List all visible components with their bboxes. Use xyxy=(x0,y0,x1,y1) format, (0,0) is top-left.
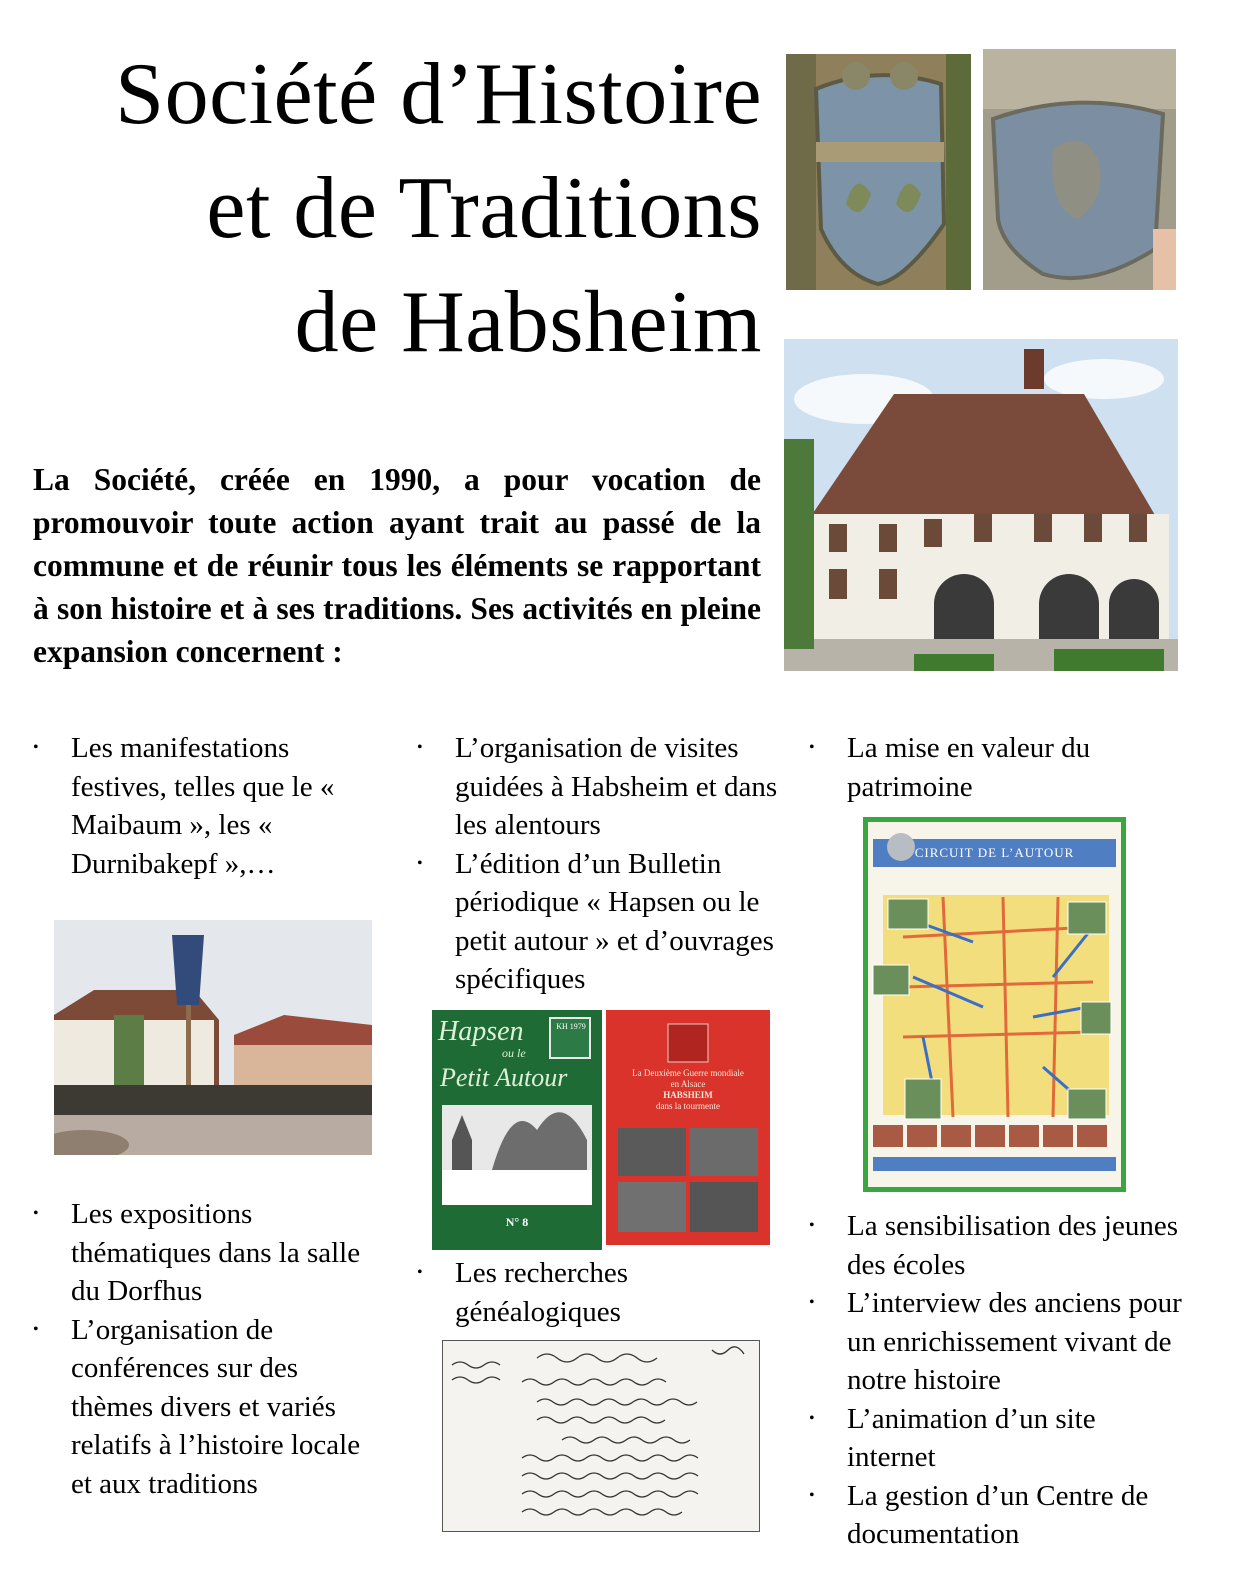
circuit-map-poster xyxy=(863,817,1126,1192)
hapsen-title: Hapsen xyxy=(438,1016,524,1047)
coat-of-arms-photo-left xyxy=(786,54,971,290)
hapsen-bulletin-cover xyxy=(432,1010,602,1250)
map-poster-header: CIRCUIT DE L’AUTOUR xyxy=(873,839,1116,867)
maibaum-festival-photo xyxy=(54,920,372,1155)
activity-list-col3-bottom xyxy=(809,1207,1189,1554)
activity-list-col1-bottom xyxy=(33,1195,383,1503)
ww2-book-title-line4: dans la tourmente xyxy=(656,1101,720,1111)
eagle-coat-of-arms-photo xyxy=(983,49,1176,290)
ww2-habsheim-book-cover xyxy=(606,1010,770,1245)
genealogy-manuscript-image xyxy=(442,1340,760,1532)
title-line-2: et de Traditions xyxy=(206,160,762,257)
activity-list-col3-top xyxy=(809,729,1169,806)
ww2-book-title-line3: HABSHEIM xyxy=(663,1090,713,1100)
list-item: • La gestion d’un Centre de documentation xyxy=(809,1477,1189,1554)
hapsen-title-ou: ou le xyxy=(502,1046,526,1060)
list-item: • L’interview des anciens pour un enrichissement vivant de notre histoire xyxy=(809,1284,1189,1400)
hapsen-issue: N° 8 xyxy=(505,1215,529,1229)
activity-list-col1-top xyxy=(33,729,378,883)
ww2-book-title-line1: La Deuxième Guerre mondiale xyxy=(632,1068,744,1078)
list-item: • L’organisation de conférences sur des thèmes divers et variés relatifs à l’histoire locale et aux traditions xyxy=(33,1311,383,1504)
list-item: • L’organisation de visites guidées à Habsheim et dans les alentours xyxy=(417,729,795,845)
hapsen-subtitle: Petit Autour xyxy=(440,1063,568,1092)
activity-list-col2-bottom xyxy=(417,1254,795,1331)
activity-list-col2-top xyxy=(417,729,795,999)
page-title xyxy=(20,38,762,380)
ww2-book-title xyxy=(606,1068,770,1112)
list-item: • L’animation d’un site internet xyxy=(809,1400,1189,1477)
town-hall-photo xyxy=(784,339,1178,671)
list-item: • L’édition d’un Bulletin périodique « Hapsen ou le petit autour » et d’ouvrages spécifiques xyxy=(417,845,795,999)
title-line-3: de Habsheim xyxy=(294,274,762,371)
title-line-1: Société d’Histoire xyxy=(115,46,762,143)
intro-paragraph: La Société, créée en 1990, a pour vocation de promouvoir toute action ayant trait au passé de la commune et de réunir tous les éléments se rapportant à son histoire et à ses traditions. Ses activités en pleine expansion concernent : xyxy=(33,462,761,669)
hapsen-year: KH 1979 xyxy=(556,1022,586,1031)
list-item: • Les expositions thématiques dans la salle du Dorfhus xyxy=(33,1195,383,1311)
ww2-book-title-line2: en Alsace xyxy=(670,1079,706,1089)
list-item: • La mise en valeur du patrimoine xyxy=(809,729,1169,806)
list-item: • Les manifestations festives, telles que le « Maibaum », les « Durnibakepf »,… xyxy=(33,729,378,883)
list-item: • La sensibilisation des jeunes des écoles xyxy=(809,1207,1189,1284)
list-item: • Les recherches généalogiques xyxy=(417,1254,795,1331)
